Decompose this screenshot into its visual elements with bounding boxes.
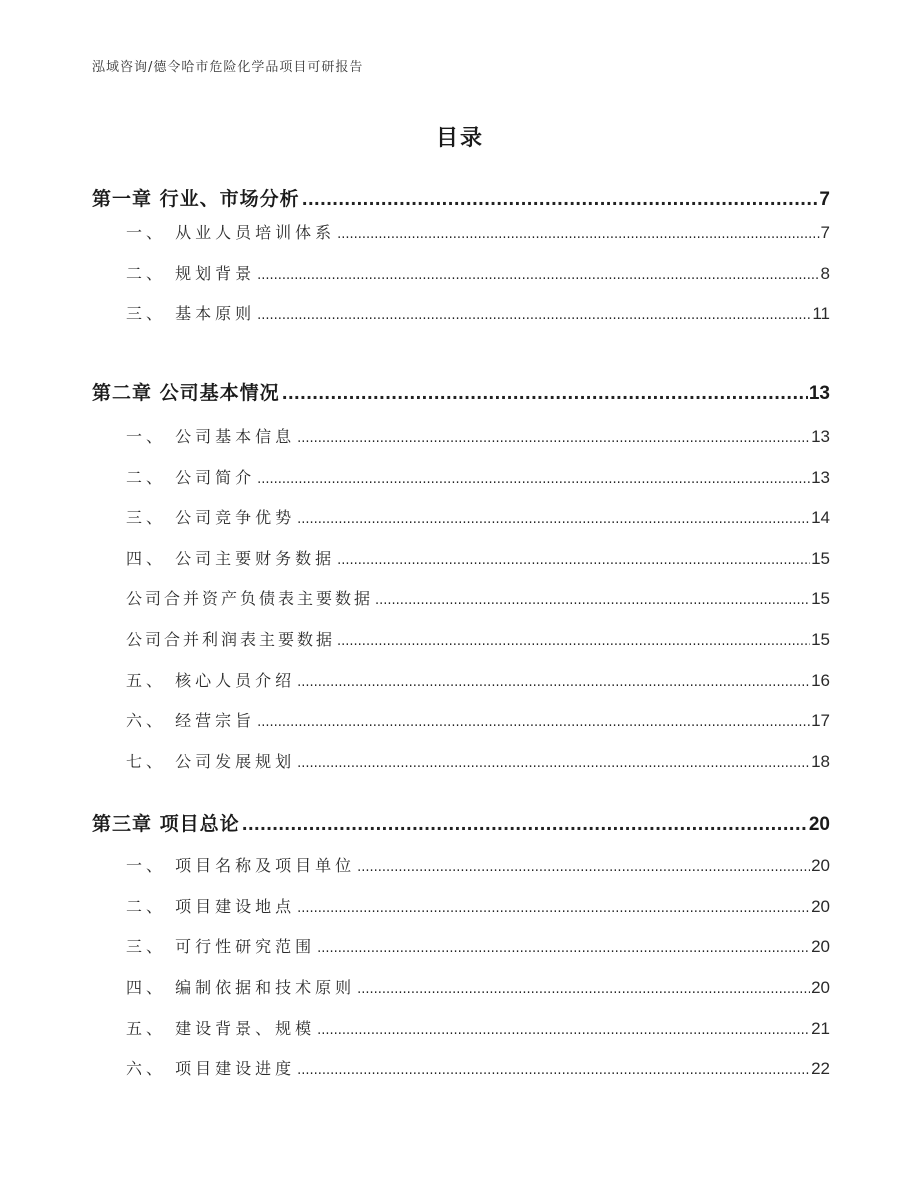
toc-entry-label: 公司合并资产负债表主要数据	[126, 589, 374, 608]
dot-leader	[297, 756, 810, 771]
toc-entry-label: 六、 项目建设进度	[126, 1059, 296, 1078]
toc-entry-label: 二、 公司简介	[126, 468, 256, 487]
dot-leader	[257, 472, 810, 487]
dot-leader	[375, 593, 810, 608]
dot-leader	[297, 512, 810, 527]
toc-page-number: 20	[811, 978, 830, 997]
toc-chapter-link[interactable]	[92, 809, 830, 836]
dot-leader	[317, 1023, 810, 1038]
toc-entry-label: 七、 公司发展规划	[126, 752, 296, 771]
toc-section-link[interactable]	[92, 894, 830, 917]
toc-page-number: 14	[811, 508, 830, 527]
toc-entry-label: 二、 规划背景	[126, 264, 256, 283]
toc-section-link[interactable]	[92, 708, 830, 731]
toc-chapter-link[interactable]	[92, 378, 830, 405]
toc-section-link[interactable]	[92, 975, 830, 998]
dot-leader	[302, 190, 819, 209]
toc-entry-label: 一、 从业人员培训体系	[126, 223, 336, 242]
dot-leader	[317, 941, 810, 956]
toc-entry-label: 第三章 项目总论	[92, 813, 240, 835]
toc-section-link[interactable]	[92, 627, 830, 650]
toc-section-link[interactable]	[92, 1016, 830, 1039]
toc-section-link[interactable]	[92, 261, 830, 284]
toc-section-link[interactable]	[92, 668, 830, 691]
toc-page-number: 13	[811, 427, 830, 446]
toc-entry-label: 三、 可行性研究范围	[126, 937, 316, 956]
dot-leader	[297, 675, 810, 690]
dot-leader	[257, 715, 810, 730]
toc-page-number: 13	[808, 383, 830, 404]
toc-page-number: 15	[811, 630, 830, 649]
toc-page-number: 21	[811, 1019, 830, 1038]
dot-leader	[297, 901, 810, 916]
toc-page-number: 22	[811, 1059, 830, 1078]
toc-entry-label: 六、 经营宗旨	[126, 711, 256, 730]
toc-chapter-link[interactable]	[92, 184, 830, 211]
dot-leader	[257, 308, 811, 323]
toc-entry-label: 四、 公司主要财务数据	[126, 549, 336, 568]
dot-leader	[357, 982, 810, 997]
toc-section-link[interactable]	[92, 505, 830, 528]
toc-page-number: 20	[811, 897, 830, 916]
toc-section-link[interactable]	[92, 301, 830, 324]
toc-page-number: 16	[811, 671, 830, 690]
dot-leader	[337, 634, 810, 649]
toc-entry-label: 公司合并利润表主要数据	[126, 630, 336, 649]
toc-page-number: 20	[811, 937, 830, 956]
toc-page-number: 7	[819, 189, 830, 210]
toc-page-number: 11	[812, 304, 830, 323]
toc-section-link[interactable]	[92, 1056, 830, 1079]
dot-leader	[337, 227, 819, 242]
toc-entry-label: 第二章 公司基本情况	[92, 382, 280, 404]
toc-title: 目录	[435, 126, 484, 151]
dot-leader	[337, 553, 810, 568]
dot-leader	[257, 268, 819, 283]
toc-page-number: 15	[811, 589, 830, 608]
toc-section-link[interactable]	[92, 465, 830, 488]
toc-section-link[interactable]	[92, 749, 830, 772]
toc-page-number: 17	[811, 711, 830, 730]
toc-section-link[interactable]	[92, 546, 830, 569]
toc-section-link[interactable]	[92, 934, 830, 957]
toc-page-number: 20	[811, 856, 830, 875]
toc-entry-label: 三、 公司竞争优势	[126, 508, 296, 527]
dot-leader	[242, 815, 808, 834]
toc-page-number: 7	[820, 223, 830, 242]
toc-page-number: 18	[811, 752, 830, 771]
toc-section-link[interactable]	[92, 424, 830, 447]
toc-section-link[interactable]	[92, 853, 830, 876]
toc-entry-label: 五、 建设背景、规模	[126, 1019, 316, 1038]
toc-section-link[interactable]	[92, 586, 830, 609]
dot-leader	[297, 431, 810, 446]
running-header: 泓域咨询/德令哈市危险化学品项目可研报告	[92, 60, 364, 75]
toc-entry-label: 一、 项目名称及项目单位	[126, 856, 356, 875]
dot-leader	[282, 384, 808, 403]
toc-entry-label: 三、 基本原则	[126, 304, 256, 323]
toc-entry-label: 第一章 行业、市场分析	[92, 188, 300, 210]
dot-leader	[357, 860, 810, 875]
toc-entry-label: 二、 项目建设地点	[126, 897, 296, 916]
dot-leader	[297, 1063, 810, 1078]
toc-page-number: 8	[820, 264, 830, 283]
toc-entry-label: 五、 核心人员介绍	[126, 671, 296, 690]
toc-section-link[interactable]	[92, 220, 830, 243]
toc-page-number: 20	[808, 814, 830, 835]
toc-entry-label: 一、 公司基本信息	[126, 427, 296, 446]
toc-page-number: 13	[811, 468, 830, 487]
toc-entry-label: 四、 编制依据和技术原则	[126, 978, 356, 997]
toc-page-number: 15	[811, 549, 830, 568]
